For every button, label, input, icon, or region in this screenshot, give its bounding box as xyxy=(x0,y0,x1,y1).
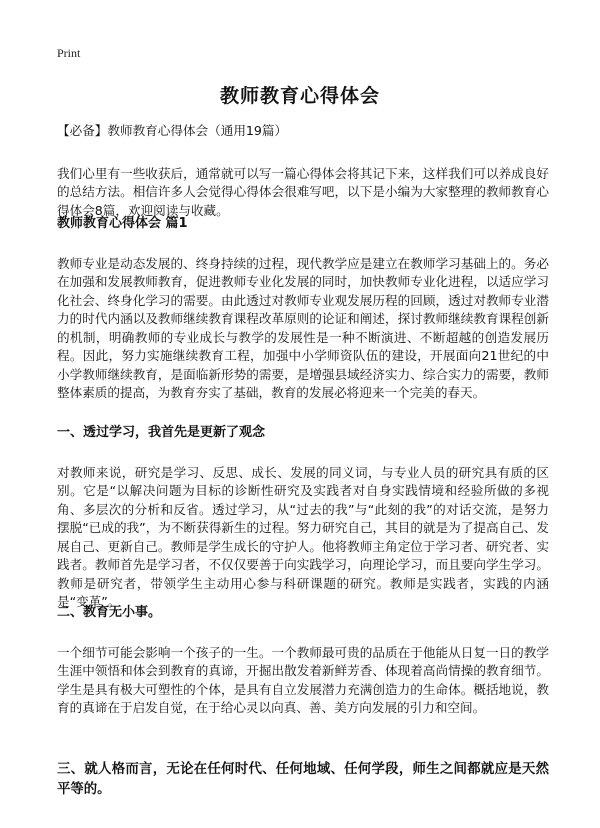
page-title: 教师教育心得体会 xyxy=(219,85,380,107)
body-paragraph-1: 教师专业是动态发展的、终身持续的过程，现代教学应是建立在教师学习基础上的。务必在加强和发展教师教育，促进教师专业化发展的同时，加快教师专业化进程，以适应学习化社会、终身化学习的需要。由此透过对教师专业观发展历程的回顾，透过对教师专业潜力的时代内涵以及教师继续教育课程改革原则的论证和阐述，探讨教师继续教育课程创新的机制，明确教师的专业成长与教学的发展性是一种不断演进、不断超越的创造发展历程。因此，努力实施继续教育工程，加强中小学师资队伍的建设，开展面向21世纪的中小学教师继续教育，是面临新形势的需要，是增强县域经济实力、综合实力的需要，教师整体素质的提高，为教育夯实了基础，教育的发展必将迎来一个完美的春天。 xyxy=(57,255,549,401)
document-subtitle: 【必备】教师教育心得体会（通用19篇） xyxy=(57,123,288,138)
section-heading-3: 三、就人格而言，无论在任何时代、任何地域、任何学段，师生之间都就应是天然平等的。 xyxy=(57,762,549,797)
body-paragraph-2: 对教师来说，研究是学习、反思、成长、发展的同义词，与专业人员的研究具有质的区别。它是“以解决问题为目标的诊断性研究及实践者对自身实践情境和经验所做的多视角、多层次的分析和反省。透过学习，从“过去的我”与“此刻的我”的对话交流，是努力摆脱“已成的我”，为不断获得新生的过程。努力研究自己，其目的就是为了提高自己、发展自己、更新自己。教师是学生成长的守护人。他将教师主角定位于学习者、研究者、实践者。教师首先是学习者，不仅仅要善于向实践学习，向理论学习，而且要向学生学习。教师是研究者，带领学生主动用心参与科研课题的研究。教师是实践者，实践的内涵是“变革”。 xyxy=(57,464,549,610)
article-heading: 教师教育心得体会 篇1 xyxy=(57,216,188,231)
section-heading-1: 一、透过学习，我首先是更新了观念 xyxy=(57,425,266,440)
print-label: Print xyxy=(57,46,81,60)
body-paragraph-3: 一个细节可能会影响一个孩子的一生。一个教师最可贵的品质在于他能从日复一日的教学生涯中领悟和体会到教育的真谛，开掘出散发着新鲜芳香、体现着高尚情操的教育细节。学生是具有极大可塑性的个体，是具有自立发展潜力充满创造力的生命体。概括地说，教育的真谛在于启发自觉，在于给心灵以向真、善、美方向发展的引力和空间。 xyxy=(57,644,549,716)
intro-paragraph: 我们心里有一些收获后，通常就可以写一篇心得体会将其记下来，这样我们可以养成良好的总结方法。相信许多人会觉得心得体会很难写吧，以下是小编为大家整理的教师教育心得体会8篇，欢迎阅读与收藏。 xyxy=(57,165,549,218)
section-heading-2: 二、教育无小事。 xyxy=(57,605,162,620)
